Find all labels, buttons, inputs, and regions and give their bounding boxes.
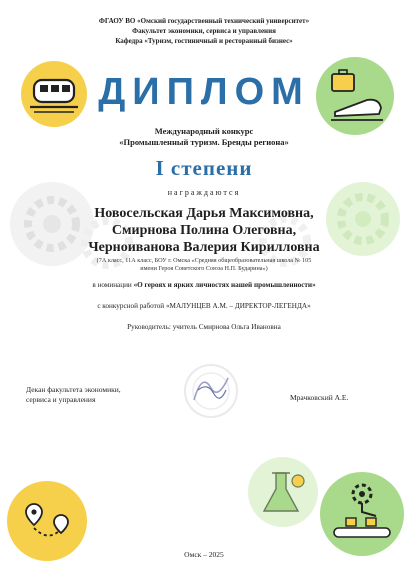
signatory-name: Мрачковский А.Е. [290, 393, 349, 402]
lab-flask-icon [246, 455, 320, 529]
gear-icon [180, 360, 242, 422]
faculty-name: Факультет экономики, сервиса и управления [132, 27, 276, 35]
work-prefix: с конкурсной работой [97, 302, 165, 310]
work-title: «МАЛУНЦЕВ А.М. – ДИРЕКТОР-ЛЕГЕНДА» [165, 302, 311, 310]
school-line-1: (7А класс, 11А класс, БОУ г. Омска «Средняя общеобразовательная школа № 105 [96, 257, 312, 264]
nomination-name: «О героях и ярких личностях нашей промышленности» [133, 281, 316, 289]
competition-work [0, 302, 408, 310]
nomination-prefix: в номинации [92, 281, 132, 289]
conveyor-robot-icon [318, 470, 406, 558]
nomination [0, 281, 408, 289]
school-line-2: имени Героя Советского Союза Н.П. Бударина») [140, 265, 268, 272]
degree-label: I степени [155, 156, 253, 180]
department-name: Кафедра «Туризм, гостиничный и ресторанный бизнес» [115, 37, 293, 45]
awarded-label: награждаются [167, 188, 241, 197]
contest-line-1: Международный конкурс [154, 126, 254, 136]
supervisor: Руководитель: учитель Смирнова Ольга Ивановна [127, 323, 281, 331]
recipient-name: Новосельская Дарья Максимовна, [94, 206, 314, 221]
recipient-name: Черноиванова Валерия Кирилловна [88, 240, 320, 255]
city-year: Омск – 2025 [184, 550, 224, 559]
signature-position-line-1: Декан факультета экономики, [26, 385, 121, 394]
university-name: ФГАОУ ВО «Омский государственный технический университет» [98, 17, 310, 25]
recipient-name: Смирнова Полина Олеговна, [111, 223, 297, 238]
signature-position [26, 385, 121, 405]
contest-line-2: «Промышленный туризм. Бренды региона» [119, 137, 289, 147]
diploma-title: ДИПЛОМ [98, 71, 310, 113]
signature-position-line-2: сервиса и управления [26, 395, 96, 404]
